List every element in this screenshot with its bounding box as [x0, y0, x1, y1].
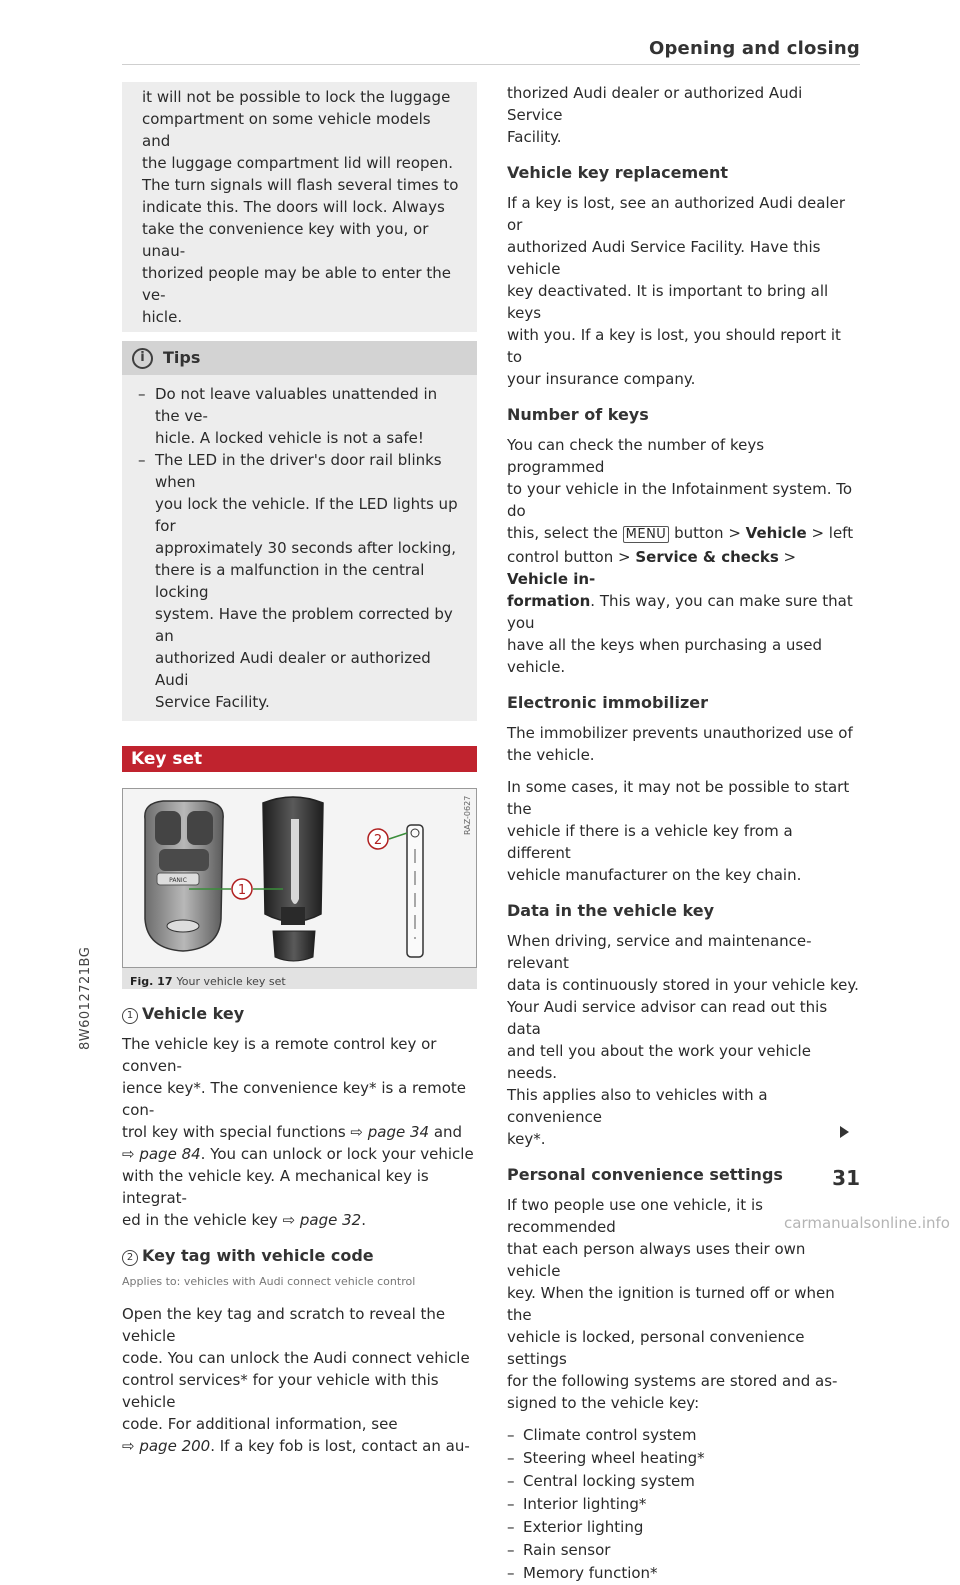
text-line: ience key*. The convenience key* is a remote con- [122, 1079, 466, 1119]
text-line: This applies also to vehicles with a convenience [507, 1086, 768, 1126]
dash-bullet-icon: – [507, 1518, 515, 1536]
vehicle-key-text [122, 1033, 477, 1231]
vehicle-key-title: Vehicle key [142, 1004, 245, 1023]
text-line: If a key is lost, see an authorized Audi dealer or [507, 194, 846, 234]
text-line: and [429, 1123, 463, 1141]
right-column [507, 82, 860, 1585]
text-line: The immobilizer prevents unauthorized use of [507, 724, 853, 742]
text-line: key. When the ignition is turned off or when the [507, 1284, 835, 1324]
watermark: carmanualsonline.info [784, 1214, 950, 1232]
text-line: vehicle manufacturer on the key chain. [507, 866, 802, 884]
dash-bullet-icon: – [507, 1564, 515, 1582]
immobilizer-heading: Electronic immobilizer [507, 693, 708, 712]
dash-bullet-icon: – [507, 1541, 515, 1559]
document-code: 8W6012721BG [78, 946, 93, 1050]
personal-settings-heading: Personal convenience settings [507, 1165, 783, 1184]
text-line: vehicle if there is a vehicle key from a different [507, 822, 793, 862]
page-reference-link[interactable]: ⇨ page 84 [122, 1145, 201, 1163]
page-header-title: Opening and closing [648, 38, 860, 59]
tips-header [122, 341, 477, 375]
number-of-keys-heading: Number of keys [507, 405, 649, 424]
text-line: indicate this. The doors will lock. Always [142, 198, 445, 216]
text-line: that each person always uses their own vehicle [507, 1240, 806, 1280]
callout-2-icon: 2 [122, 1250, 138, 1266]
list-item [507, 1516, 860, 1539]
list-item [507, 1539, 860, 1562]
text-line: the vehicle. [507, 746, 595, 764]
section-title-key-set: Key set [122, 746, 477, 772]
callout-1-icon: 1 [122, 1008, 138, 1024]
text-line: vehicle is locked, personal convenience settings [507, 1328, 805, 1368]
list-item-text: Central locking system [523, 1472, 695, 1490]
text-line: key*. [507, 1130, 546, 1148]
replacement-heading: Vehicle key replacement [507, 163, 729, 182]
dash-bullet-icon: – [507, 1495, 515, 1513]
svg-text:PANIC: PANIC [169, 877, 187, 884]
key-tag-title: Key tag with vehicle code [142, 1246, 374, 1265]
tips-list-item [138, 383, 463, 449]
warning-text [142, 86, 459, 328]
text-line: thorized Audi dealer or authorized Audi Service [507, 84, 803, 124]
applies-to-note: Applies to: vehicles with Audi connect vehicle control [122, 1275, 416, 1288]
text-line: Open the key tag and scratch to reveal the vehicle [122, 1305, 446, 1345]
text-line: with the vehicle key. A mechanical key is integrat- [122, 1167, 429, 1207]
list-item [507, 1447, 860, 1470]
list-item [507, 1493, 860, 1516]
page-reference-link[interactable]: ⇨ page 32 [282, 1211, 362, 1229]
dash-bullet-icon: – [507, 1472, 515, 1490]
page-number: 31 [832, 1166, 860, 1190]
dash-bullet-icon: – [507, 1426, 515, 1444]
list-item-text: Steering wheel heating* [523, 1449, 705, 1467]
text-line: and tell you about the work your vehicle needs. [507, 1042, 811, 1082]
list-item [507, 1470, 860, 1493]
text-line: key deactivated. It is important to bring all keys [507, 282, 829, 322]
intro-continuation-text [507, 82, 860, 148]
data-text [507, 930, 860, 1150]
text-line: signed to the vehicle key: [507, 1394, 700, 1412]
list-item [507, 1562, 860, 1585]
key-tag-heading [122, 1245, 477, 1267]
dash-bullet-icon: – [507, 1449, 515, 1467]
list-item-text: Rain sensor [523, 1541, 611, 1559]
text-line: thorized people may be able to enter the ve- [142, 264, 451, 304]
menu-button-icon: MENU [623, 526, 670, 543]
list-item-text: Interior lighting* [523, 1495, 647, 1513]
text-line: Facility. [507, 128, 562, 146]
page-reference-link[interactable]: ⇨ page 34 [350, 1123, 430, 1141]
figure-caption-text: Your vehicle key set [176, 975, 286, 988]
marker-2-label: 2 [373, 833, 383, 848]
dash-bullet-icon: – [138, 451, 146, 469]
key-tag-text [122, 1303, 477, 1457]
list-item [507, 1424, 860, 1447]
text-line: If two people use one vehicle, it is recommended [507, 1196, 763, 1236]
text-line: the luggage compartment lid will reopen. [142, 154, 454, 172]
text-line: . If a key fob is lost, contact an au- [210, 1437, 470, 1455]
data-heading: Data in the vehicle key [507, 901, 715, 920]
text-line: trol key with special functions [122, 1123, 351, 1141]
text-line: code. You can unlock the Audi connect vehicle [122, 1349, 470, 1367]
left-column [122, 82, 477, 1467]
list-item-text: Memory function* [523, 1564, 658, 1582]
text-line: authorized Audi Service Facility. Have this vehicle [507, 238, 821, 278]
text-line: hicle. [142, 308, 183, 326]
text-line: The vehicle key is a remote control key or conven- [122, 1035, 437, 1075]
text-line: Your Audi service advisor can read out this data [507, 998, 828, 1038]
figure-caption [122, 968, 477, 989]
number-of-keys-text: You can check the number of keys programmed to your vehicle in the Infotainment system. To do this, select the MENU button > Vehicle > left control button > Service & checks > Vehicle in- formation. This way, you can make sure that you have all the keys when purchasing a used vehicle. [507, 436, 854, 676]
text-line: In some cases, it may not be possible to start the [507, 778, 850, 818]
text-line: with you. If a key is lost, you should report it to [507, 326, 841, 366]
header-rule [122, 64, 860, 65]
remote-key-icon [145, 801, 223, 951]
text-line: for the following systems are stored and as- [507, 1372, 838, 1390]
text-line: code. For additional information, see [122, 1415, 398, 1433]
list-item-text: Exterior lighting [523, 1518, 644, 1536]
tips-body [122, 375, 477, 721]
text-line: . You can unlock or lock your vehicle [200, 1145, 474, 1163]
personal-settings-list [507, 1424, 860, 1585]
continue-arrow-icon [840, 1126, 849, 1138]
key-set-illustration [123, 789, 476, 967]
vehicle-key-heading [122, 1003, 477, 1025]
replacement-text [507, 192, 860, 390]
text-line: your insurance company. [507, 370, 696, 388]
text-line: take the convenience key with you, or unau- [142, 220, 429, 260]
text-line: data is continuously stored in your vehicle key. [507, 976, 859, 994]
text-line: . [361, 1211, 366, 1229]
immobilizer-text-1 [507, 722, 860, 766]
tips-title: Tips [163, 348, 201, 367]
text-line: control services* for your vehicle with this vehicle [122, 1371, 439, 1411]
tips-item-text: The LED in the driver's door rail blinks when you lock the vehicle. If the LED lights up for approximately 30 seconds after locking, there is a malfunction in the central locking system. Have the problem corrected by an authorized Audi dealer or authorized Audi Service Facility. [155, 451, 458, 711]
figure-code: RAZ-0627 [463, 795, 472, 835]
text-line: compartment on some vehicle models and [142, 110, 431, 150]
tips-list-item [138, 449, 463, 713]
figure-caption-label: Fig. 17 [130, 975, 173, 988]
immobilizer-text-2 [507, 776, 860, 886]
tips-item-text: Do not leave valuables unattended in the ve- hicle. A locked vehicle is not a safe! [155, 385, 438, 447]
key-back-icon [263, 797, 323, 961]
marker-1-label: 1 [237, 883, 247, 898]
key-tag-icon [407, 825, 423, 957]
warning-continuation-box [122, 82, 477, 332]
info-icon: i [132, 348, 153, 369]
text-line: The turn signals will flash several times to [142, 176, 459, 194]
dash-bullet-icon: – [138, 385, 146, 403]
key-set-figure [122, 788, 477, 968]
text-line: When driving, service and maintenance-relevant [507, 932, 812, 972]
text-line: it will not be possible to lock the luggage [142, 88, 451, 106]
text-line: ed in the vehicle key [122, 1211, 283, 1229]
list-item-text: Climate control system [523, 1426, 697, 1444]
page-reference-link[interactable]: ⇨ page 200 [122, 1437, 211, 1455]
